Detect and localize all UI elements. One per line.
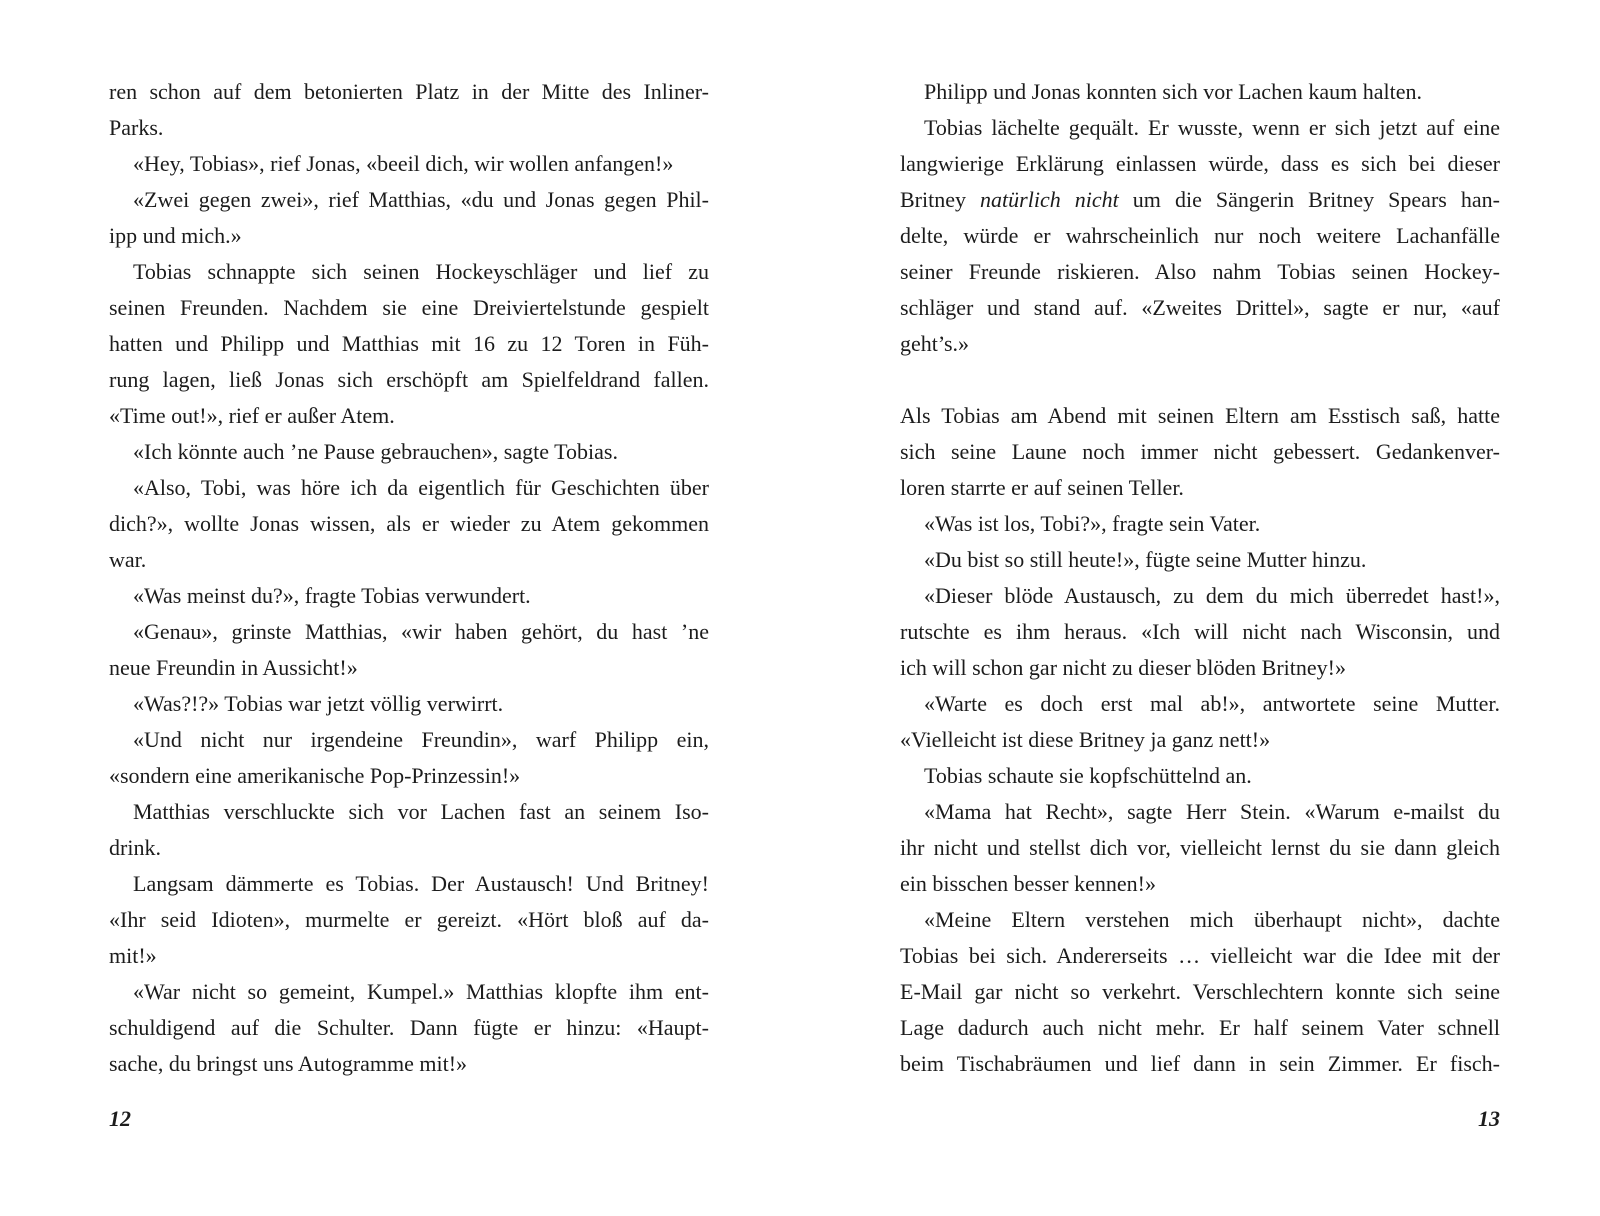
text-line: Als Tobias am Abend mit seinen Eltern am Esstisch saß, hatte	[900, 403, 1500, 428]
text-line: drink.	[109, 835, 161, 860]
text-segment: um die Sängerin Britney Spears han-	[1118, 187, 1500, 212]
text-line: «Warte es doch erst mal ab!», antwortete seine Mutter.	[924, 691, 1500, 716]
text-line: Matthias verschluckte sich vor Lachen fast an seinem Iso-	[133, 799, 709, 824]
text-line: hatten und Philipp und Matthias mit 16 zu 12 Toren in Füh-	[109, 331, 709, 356]
text-line: «Dieser blöde Austausch, zu dem du mich überredet hast!»,	[924, 583, 1500, 608]
text-line: Langsam dämmerte es Tobias. Der Austausch! Und Britney!	[133, 871, 709, 896]
section-break	[900, 362, 1500, 398]
text-line: «War nicht so gemeint, Kumpel.» Matthias klopfte ihm ent-	[133, 979, 709, 1004]
text-line: Tobias schaute sie kopfschüttelnd an.	[924, 763, 1252, 788]
text-line: seinen Freunden. Nachdem sie eine Dreiviertelstunde gespielt	[109, 295, 709, 320]
text-line: loren starrte er auf seinen Teller.	[900, 475, 1184, 500]
text-line: «Also, Tobi, was höre ich da eigentlich für Geschichten über	[133, 475, 709, 500]
text-line: schläger und stand auf. «Zweites Drittel», sagte er nur, «auf	[900, 295, 1500, 320]
right-page	[900, 74, 1500, 1082]
text-line: «Time out!», rief er außer Atem.	[109, 403, 395, 428]
text-segment: Britney	[900, 187, 981, 212]
text-line: «Und nicht nur irgendeine Freundin», warf Philipp ein,	[133, 727, 709, 752]
text-line: «Genau», grinste Matthias, «wir haben gehört, du hast ’ne	[133, 619, 709, 644]
text-line: «Ich könnte auch ’ne Pause gebrauchen», sagte Tobias.	[133, 439, 618, 464]
text-line: schuldigend auf die Schulter. Dann fügte er hinzu: «Haupt-	[109, 1015, 709, 1040]
text-line: ein bisschen besser kennen!»	[900, 871, 1156, 896]
text-line: «Ihr seid Idioten», murmelte er gereizt. «Hört bloß auf da-	[109, 907, 709, 932]
text-line: «Mama hat Recht», sagte Herr Stein. «Warum e-mailst du	[924, 799, 1500, 824]
page-number-right: 13	[1478, 1106, 1500, 1131]
text-line: rung lagen, ließ Jonas sich erschöpft am Spielfeldrand fallen.	[109, 367, 709, 392]
text-line: beim Tischabräumen und lief dann in sein Zimmer. Er fisch-	[900, 1051, 1500, 1076]
text-line: langwierige Erklärung einlassen würde, dass es sich bei dieser	[900, 151, 1500, 176]
text-line: «Was ist los, Tobi?», fragte sein Vater.	[924, 511, 1261, 536]
text-line: sich seine Laune noch immer nicht gebessert. Gedankenver-	[900, 439, 1500, 464]
text-line: seiner Freunde riskieren. Also nahm Tobias seinen Hockey-	[900, 259, 1500, 284]
text-line: ihr nicht und stellst dich vor, vielleicht lernst du sie dann gleich	[900, 835, 1500, 860]
text-line: «Meine Eltern verstehen mich überhaupt nicht», dachte	[924, 907, 1500, 932]
page-number-left: 12	[109, 1106, 131, 1131]
text-line: Tobias lächelte gequält. Er wusste, wenn er sich jetzt auf eine	[924, 115, 1500, 140]
text-line: geht’s.»	[900, 331, 970, 356]
text-line: «Vielleicht ist diese Britney ja ganz nett!»	[900, 727, 1271, 752]
text-line: Tobias schnappte sich seinen Hockeyschläger und lief zu	[133, 259, 709, 284]
text-line: ipp und mich.»	[109, 223, 242, 248]
text-line: Lage dadurch auch nicht mehr. Er half seinem Vater schnell	[900, 1015, 1500, 1040]
text-line: «Was meinst du?», fragte Tobias verwundert.	[133, 583, 531, 608]
text-line: neue Freundin in Aussicht!»	[109, 655, 358, 680]
text-line: «Hey, Tobias», rief Jonas, «beeil dich, wir wollen anfangen!»	[133, 151, 674, 176]
text-line: ich will schon gar nicht zu dieser blöden Britney!»	[900, 655, 1346, 680]
text-line: dich?», wollte Jonas wissen, als er wieder zu Atem gekommen	[109, 511, 709, 536]
text-line: E-Mail gar nicht so verkehrt. Verschlechtern konnte sich seine	[900, 979, 1500, 1004]
text-line: rutschte es ihm heraus. «Ich will nicht nach Wisconsin, und	[900, 619, 1500, 644]
text-line: «Was?!?» Tobias war jetzt völlig verwirrt.	[133, 691, 504, 716]
text-line: sache, du bringst uns Autogramme mit!»	[109, 1051, 468, 1076]
text-line: «Zwei gegen zwei», rief Matthias, «du und Jonas gegen Phil-	[133, 187, 709, 212]
text-line: Philipp und Jonas konnten sich vor Lachen kaum halten.	[924, 79, 1422, 104]
text-line: delte, würde er wahrscheinlich nur noch weitere Lachanfälle	[900, 223, 1500, 248]
text-line: ren schon auf dem betonierten Platz in der Mitte des Inliner-	[109, 79, 709, 104]
text-line: «Du bist so still heute!», fügte seine Mutter hinzu.	[924, 547, 1367, 572]
text-line: Tobias bei sich. Andererseits … vielleicht war die Idee mit der	[900, 943, 1500, 968]
text-line: war.	[109, 547, 147, 572]
emphasized-text: natürlich nicht	[980, 187, 1119, 212]
text-line: mit!»	[109, 943, 157, 968]
text-line: Parks.	[109, 115, 164, 140]
left-page	[109, 74, 709, 1082]
text-line	[900, 182, 1500, 218]
text-line: «sondern eine amerikanische Pop-Prinzessin!»	[109, 763, 521, 788]
